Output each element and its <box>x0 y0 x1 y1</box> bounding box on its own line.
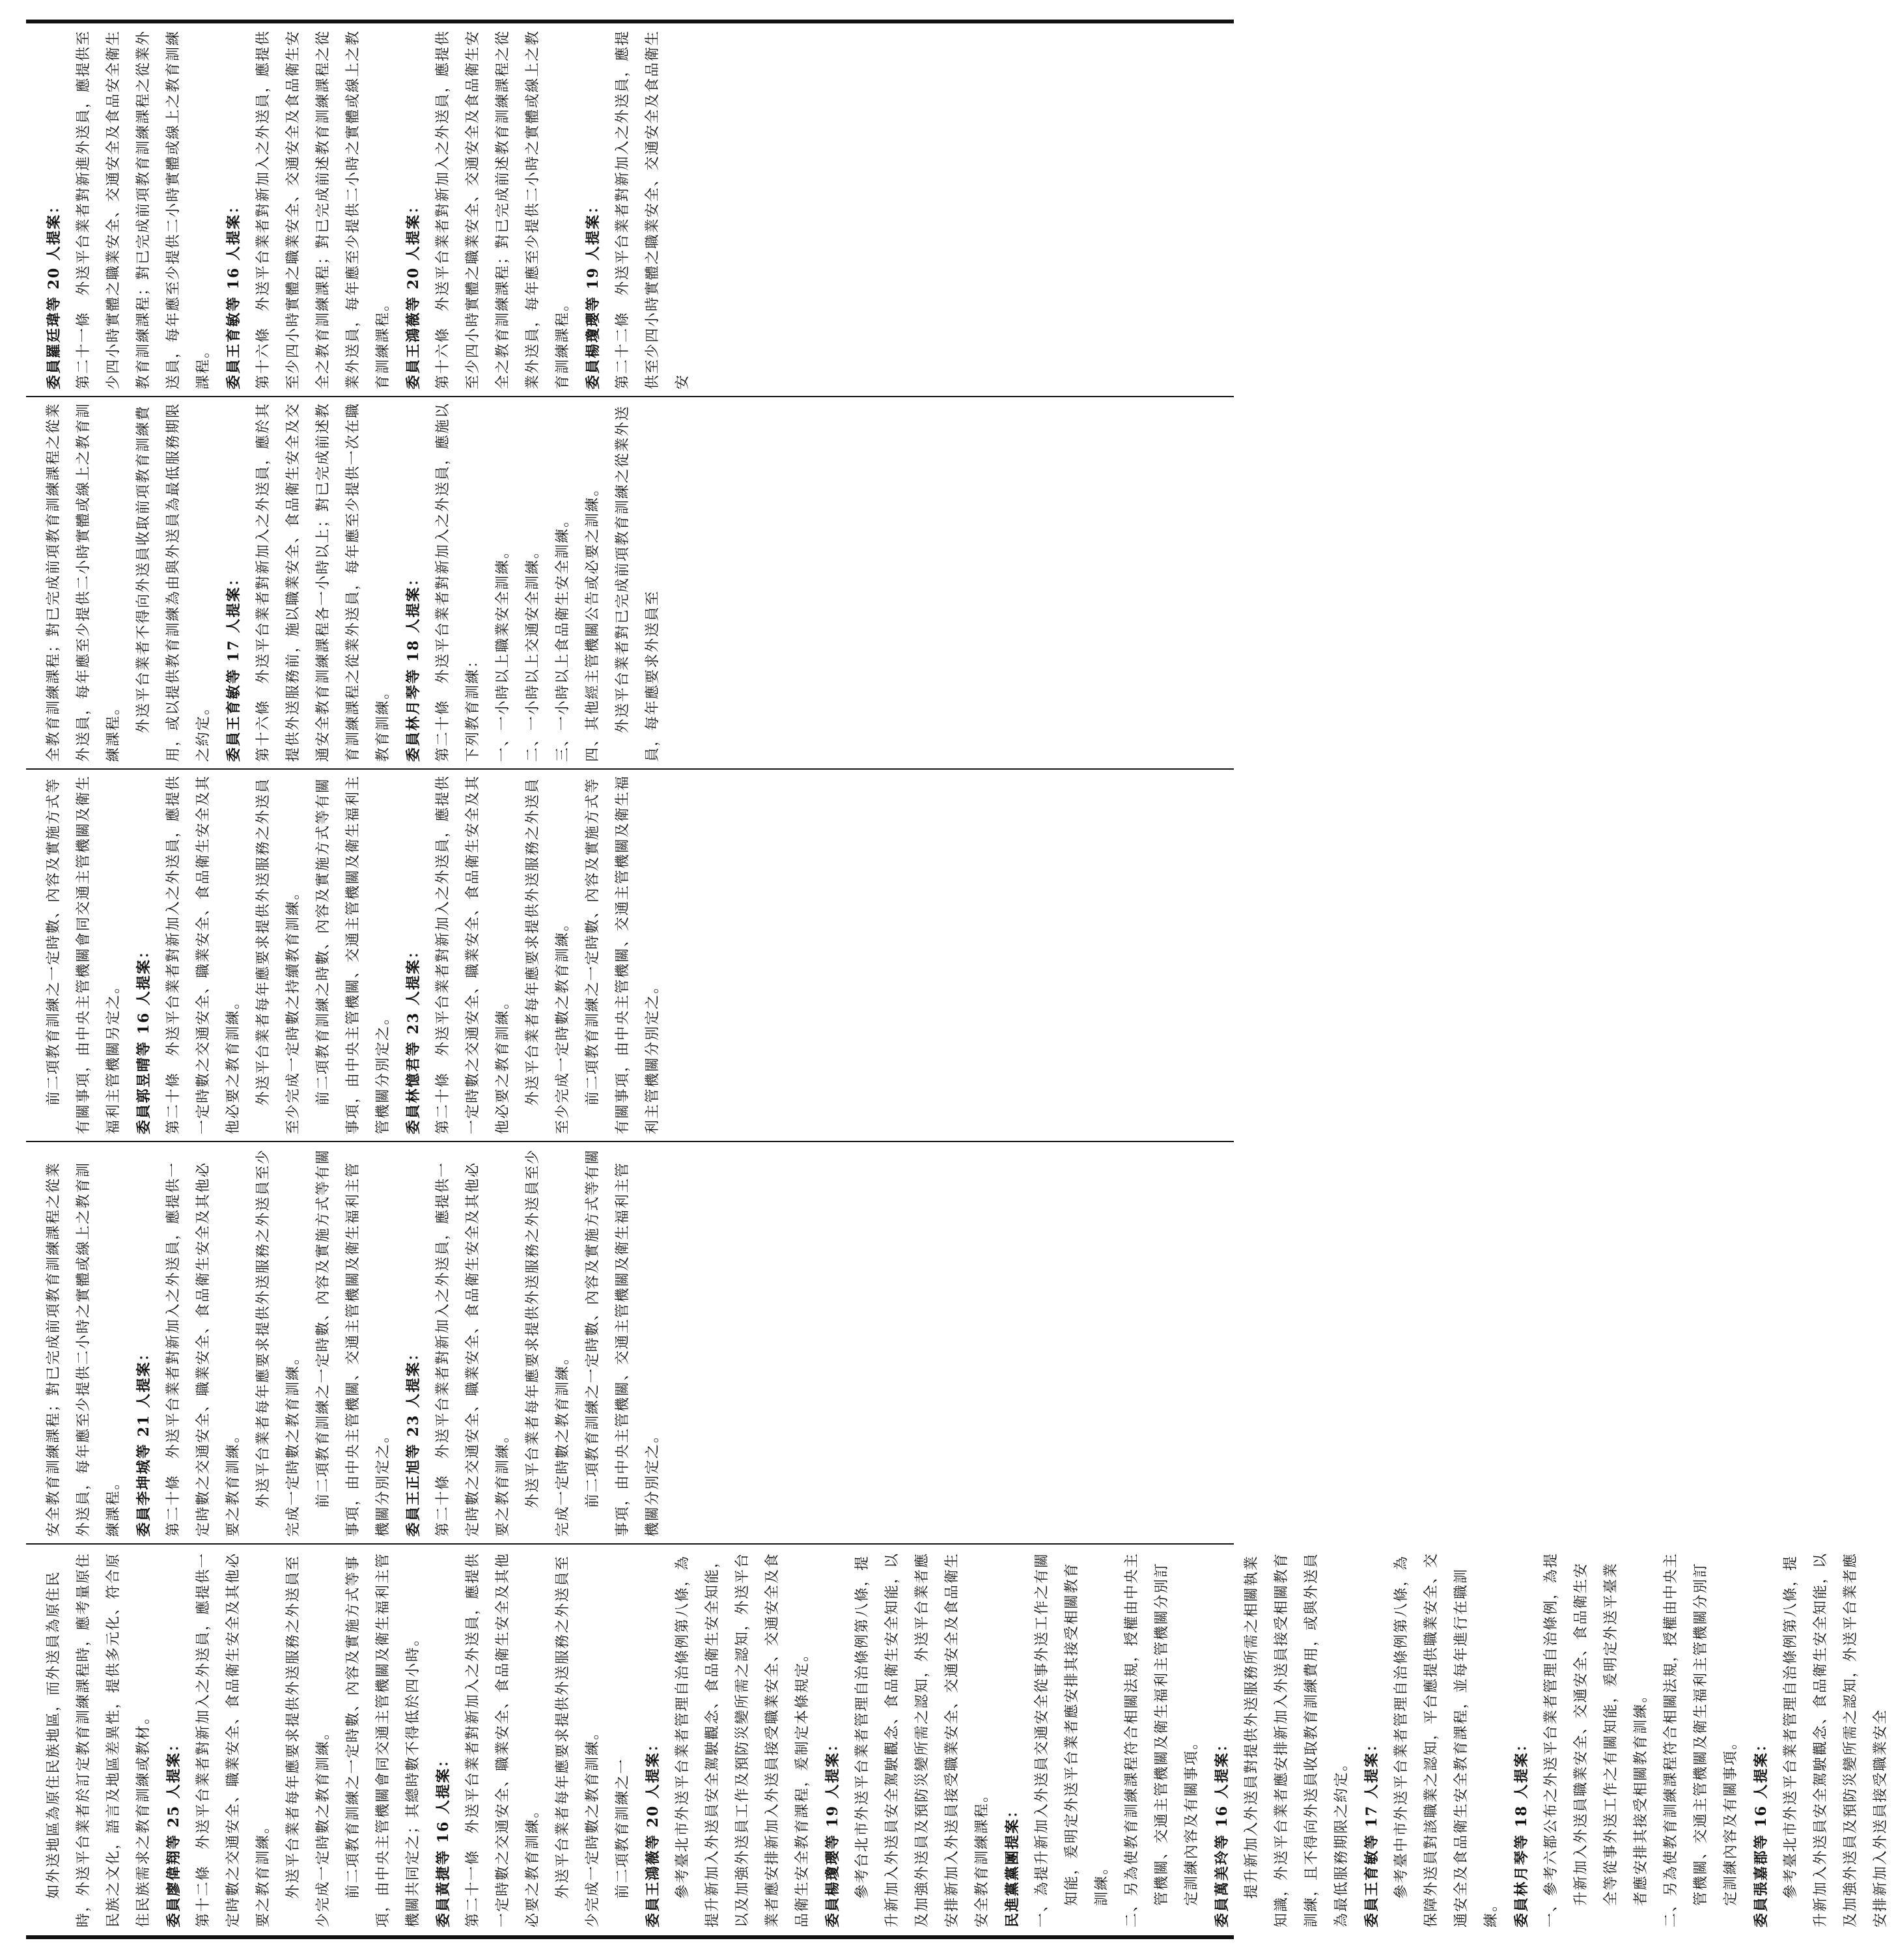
article-paragraph: 第十六條 外送平台業者對新加入之外送員，應提供至少四小時實體之職業安全、交通安全及食品衛生安全之教育訓練課程；對已完成前述教育訓練課程之從業外送員，每年應至少提供二小時之實體或線上之教育訓練課程。 <box>255 29 391 389</box>
proposal-heading: 委員王鴻薇等 20 人提案： <box>405 198 422 389</box>
text-band-4 <box>30 1141 1231 1543</box>
article-paragraph: 外送平台業者每年應要求提供外送服務之外送員至少完成一定時數之持續教育訓練。 <box>255 777 301 1134</box>
article-paragraph: 前二項教育訓練之一 <box>615 1757 631 1899</box>
proposal-heading: 委員張嘉郡等 16 人提案： <box>1753 1736 1770 1927</box>
proposal-heading: 委員林月琴等 18 人提案： <box>405 570 422 762</box>
article-paragraph: 第二十條 外送平台業者對新加入之外送員，應提供一定時數之交通安全、職業安全、食品衛生安全及其他必要之教育訓練。 <box>435 1161 511 1537</box>
proposal-heading: 委員林月琴等 18 人提案： <box>1513 1736 1530 1927</box>
article-paragraph: 參考台北市外送平台業者管理自治條例第八條，提升新加入外送員安全駕駛觀念、食品衛生安全知能，以及加強外送員及預防災變所需之認知，外送平台業者應安排新加入外送員接受職業安全、交通安全及食品衛生安全教育訓練課程。 <box>854 1552 990 1927</box>
article-paragraph: 前二項教育訓練之一定時數、內容及實施方式等有關事項，由中央主管機關、交通主管機關及衛生福利主管機關分別定之。 <box>585 774 661 1134</box>
article-paragraph: 第十六條 外送平台業者對新加入之外送員，應於其提供外送服務前，施以職業安全、食品衛生安全及交通安全教育訓練課程各一小時以上；對已完成前述教育訓練課程之從業外送員，每年應至少提供一次在職教育訓練。 <box>255 402 391 762</box>
proposal-heading: 委員王育敏等 16 人提案： <box>225 198 242 389</box>
proposal-heading: 委員楊瓊瓔等 19 人提案： <box>585 198 602 389</box>
article-paragraph: 一、參考六都公布之外送平台業者管理自治條例，為提升新加入外送員職業安全、交通安全、食品衛生安全等從事外送工作之有關知能，爰明定外送平臺業者應安排其接受相關教育訓練。 <box>1543 1552 1649 1927</box>
article-paragraph: 二、另為使教育訓練課程符合相關法規，授權由中央主管機關、交通主管機關及衛生福利主管機關分別訂定訓練內容及有關事項。 <box>1124 1552 1200 1927</box>
article-paragraph: 第二十條 外送平台業者對新加入之外送員，應提供一定時數之交通安全、職業安全、食品衛生安全及其他必要之教育訓練。 <box>165 774 242 1134</box>
proposal-heading: 委員黃捷等 16 人提案： <box>435 1752 452 1927</box>
column-1 <box>30 23 1231 396</box>
article-paragraph: 安全教育訓練課程；對已完成前項教育訓練課程之從業外送員，每年應至少提供二小時之實體或線上之教育訓練課程。 <box>46 1161 122 1537</box>
article-paragraph: 三、一小時以上食品衛生安全訓練。 <box>555 511 571 762</box>
article-paragraph: 全教育訓練課程；對已完成前項教育訓練課程之從業外送員，每年應至少提供二小時實體或線上之教育訓練課程。 <box>46 402 122 762</box>
article-paragraph: 二、一小時以上交通安全訓練。 <box>525 542 541 762</box>
article-paragraph: 第二十條 外送平台業者對新加入之外送員，應施以下列教育訓練： <box>435 402 481 762</box>
article-paragraph: 前二項教育訓練之時數、內容及實施方式等有關事項，由中央主管機關、交通主管機關及衛生福利主管機關分別定之。 <box>315 774 391 1134</box>
article-paragraph: 第十二條 外送平台業者對新加入之外送員，應提供一定時數之交通安全、職業安全、食品衛生安全及其他必要之教育訓練。 <box>195 1552 272 1927</box>
text-band-1 <box>30 23 1231 396</box>
article-paragraph: 外送平台業者每年應要求提供外送服務之外送員至少完成一定時數之教育訓練。 <box>525 777 571 1134</box>
article-paragraph: 前二項教育訓練之一定時數、內容及實施方式等有關事項，由中央主管機關、交通主管機關及衛生福利主管機關分別定之。 <box>585 1148 661 1537</box>
article-paragraph: 第二十一條 外送平台業者對新加入之外送員，應提供一定時數之交通安全、職業安全、食品衛生安全及其他必要之教育訓練。 <box>465 1552 541 1927</box>
proposal-heading: 委員李坤城等 21 人提案： <box>135 1345 152 1537</box>
text-band-2 <box>30 396 1231 768</box>
article-paragraph: 第二十二條 外送平台業者對新加入之外送員，應提供至少四小時實體之職業安全、交通安全及食品衛生安 <box>615 29 691 389</box>
article-paragraph: 外送平台業者每年應要求提供外送服務之外送員至少完成一定時數之教育訓練。 <box>285 1554 331 1927</box>
column-4 <box>30 1141 1231 1543</box>
article-paragraph: 前二項教育訓練之一定時數、內容及實施方式等有關事項，由中央主管機關、交通主管機關及衛生福利主管機關分別定之。 <box>315 1148 391 1537</box>
article-paragraph: 第十六條 外送平台業者對新加入之外送員，應提供至少四小時實體之職業安全、交通安全及食品衛生安全之教育訓練課程；對已完成前述教育訓練課程之從業外送員，每年應至少提供二小時之實體或線上之教育訓練課程。 <box>435 29 571 389</box>
proposal-heading: 委員王正旭等 23 人提案： <box>405 1345 422 1537</box>
article-paragraph: 參考臺中市外送平台業者管理自治條例第八條，為保障外送員對該職業之認知，平台應提供職業安全、交通安全及食品衛生安全教育課程，並每年進行在職訓練。 <box>1393 1552 1499 1927</box>
proposal-heading: 委員萬美玲等 16 人提案： <box>1214 1736 1231 1927</box>
column-3 <box>30 768 1231 1141</box>
article-paragraph: 外送平台業者每年應要求提供外送服務之外送員至少完成一定時數之教育訓練。 <box>525 1148 571 1537</box>
text-band-5 <box>30 1543 1889 1934</box>
article-paragraph: 第二十條 外送平台業者對新加入之外送員，應提供一定時數之交通安全、職業安全、食品衛生安全及其他必要之教育訓練。 <box>165 1161 242 1537</box>
article-paragraph: 外送平台業者每年應要求提供外送服務之外送員至少完成一定時數之教育訓練。 <box>255 1148 301 1537</box>
article-paragraph: 一、一小時以上職業安全訓練。 <box>495 542 511 762</box>
article-paragraph: 外送平台業者對已完成前項教育訓練之從業外送員，每年應要求外送員至 <box>615 404 661 762</box>
article-paragraph: 前二項教育訓練之一定時數、內容及實施方式等事項，由中央主管機關會同交通主管機關及衛生福利主管機關共同定之；其總時數不得低於四小時。 <box>345 1552 421 1927</box>
proposal-heading: 委員王育敏等 17 人提案： <box>1363 1736 1380 1927</box>
column-2 <box>30 396 1231 768</box>
article-paragraph: 提升新加入外送員對提供外送服務所需之相關執業知識，外送平台業者應安排新加入外送員接受相關教育訓練，且不得向外送員收取教育訓練費用，或與外送員為最低服務期限之約定。 <box>1244 1552 1350 1927</box>
article-paragraph: 一、為提升新加入外送員交通安全從事外送工作之有關知能，爰明定外送平台業者應安排其接受相關教育訓練。 <box>1034 1552 1110 1927</box>
text-band-3 <box>30 768 1231 1141</box>
article-paragraph: 參考臺北市外送平台業者管理自治條例第八條，為提升新加入外送員安全駕駛觀念、食品衛生安全知能，以及加強外送員工作及預防災變所需之認知，外送平台業者應安排新加入外送員接受職業安全、交通安全及食品衛生安全教育課程，爰制定本條規定。 <box>675 1552 811 1927</box>
proposal-heading: 委員羅廷瑋等 20 人提案： <box>46 198 63 389</box>
bottom-rule <box>26 1935 1234 1939</box>
article-paragraph: 前二項教育訓練之一定時數、內容及實施方式等有關事項，由中央主管機關會同交通主管機關及衛生福利主管機關另定之。 <box>46 774 122 1134</box>
proposal-heading: 委員王鴻薇等 20 人提案： <box>645 1736 662 1927</box>
article-paragraph: 四、其他經主管機關公告或必要之訓練。 <box>585 480 601 762</box>
proposal-heading: 委員楊瓊瓔等 19 人提案： <box>824 1736 841 1927</box>
proposal-heading: 委員林憶君等 23 人提案： <box>405 943 422 1134</box>
article-paragraph: 參考臺北市外送平台業者管理自治條例第八條，提升新加入外送員安全駕駛觀念、食品衛生安全知能，以及加強外送員及預防災變所需之認知，外送平台業者應安排新加入外送員接受職業安全 <box>1783 1552 1889 1927</box>
proposal-heading: 委員王育敏等 17 人提案： <box>225 570 242 762</box>
article-paragraph: 外送平台業者不得向外送員收取前項教育訓練費用，或以提供教育訓練為由與外送員為最低服務期限之約定。 <box>135 402 212 762</box>
article-paragraph: 外送平台業者每年應要求提供外送服務之外送員至少完成一定時數之教育訓練。 <box>555 1554 601 1927</box>
proposal-heading: 民進黨黨團提案： <box>1004 1802 1021 1927</box>
proposal-heading: 委員廖偉翔等 25 人提案： <box>165 1736 182 1927</box>
proposal-heading: 委員郭昱晴等 16 人提案： <box>135 943 152 1134</box>
article-paragraph: 如外送地區為原住民族地區，而外送員為原住民時，外送平台業者於訂定教育訓練課程時，應考量原住民族之文化，語言及地區差異性，提供多元化、符合原住民族需求之教育訓練或教材。 <box>46 1552 152 1927</box>
article-paragraph: 第二十條 外送平台業者對新加入之外送員，應提供一定時數之交通安全、職業安全、食品衛生安全及其他必要之教育訓練。 <box>435 774 511 1134</box>
article-paragraph: 二、另為使教育訓練課程符合相關法規，授權由中央主管機關、交通主管機關及衛生福利主管機關分別訂定訓練內容及有關事項。 <box>1663 1552 1739 1927</box>
article-paragraph: 第二十一條 外送平台業者對新進外送員，應提供至少四小時實體之職業安全、交通安全及食品安全衛生教育訓練課程；對已完成前項教育訓練課程之從業外送員，每年應至少提供二小時實體或線上之教育訓練課程。 <box>76 29 212 389</box>
column-5 <box>30 1543 1889 1934</box>
